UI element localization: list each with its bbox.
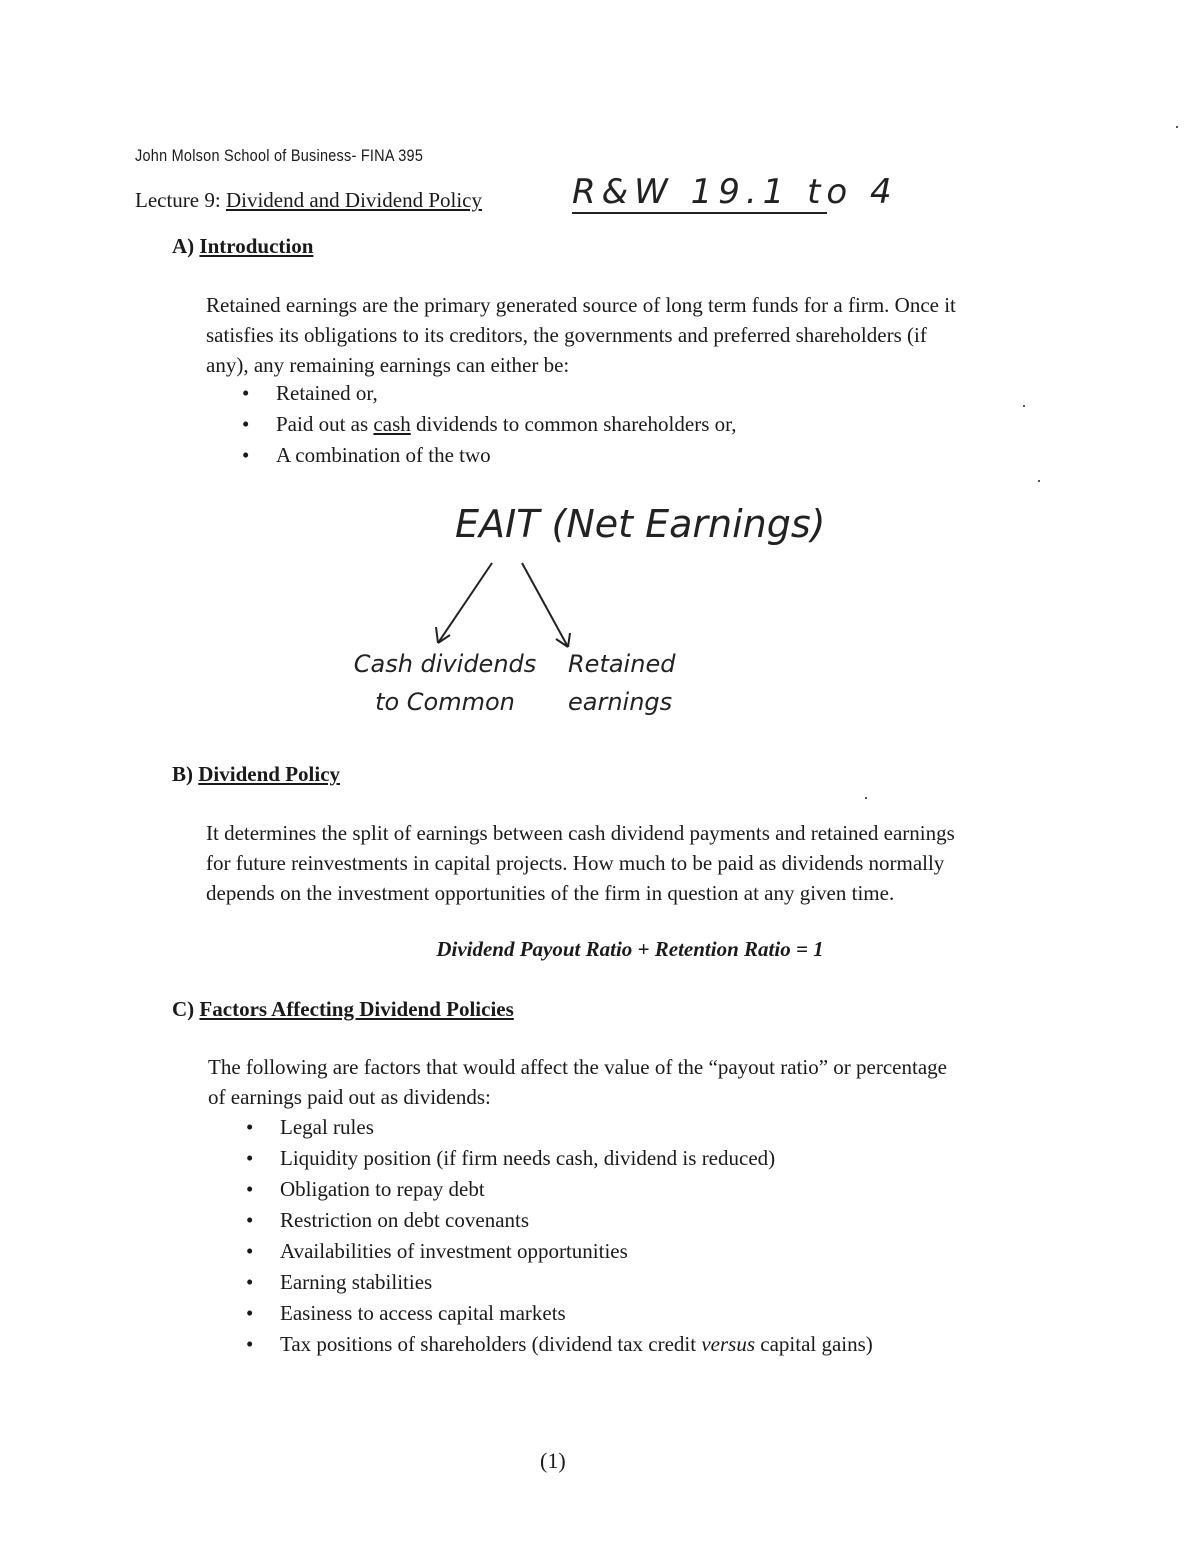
italic-versus: versus xyxy=(701,1332,756,1356)
section-a-line-1: Retained earnings are the primary generated source of long term funds for a firm. Once it xyxy=(206,293,956,317)
list-item: • Earning stabilities xyxy=(246,1267,873,1298)
section-a-bullet-list xyxy=(242,378,737,471)
section-b-heading xyxy=(172,762,340,787)
page-number: (1) xyxy=(540,1448,566,1473)
section-c-paragraph xyxy=(208,1052,1088,1112)
list-item: • Obligation to repay debt xyxy=(246,1174,873,1205)
bullet-text: capital gains) xyxy=(755,1332,873,1356)
lecture-prefix: Lecture 9: xyxy=(135,188,226,212)
section-c-heading xyxy=(172,997,514,1022)
scan-speck xyxy=(1023,405,1025,407)
section-c-title: Factors Affecting Dividend Policies xyxy=(199,997,514,1021)
arrow-left xyxy=(438,563,492,643)
diagram-left-line-1: Cash dividends xyxy=(353,650,537,678)
bullet-text: dividends to common shareholders or, xyxy=(410,412,737,436)
list-item xyxy=(242,409,737,440)
list-item: • Restriction on debt covenants xyxy=(246,1205,873,1236)
section-a-letter: A) xyxy=(172,234,195,258)
handwritten-reference: R&W 19.1 to 4 xyxy=(572,172,898,212)
section-a-paragraph xyxy=(206,290,1086,380)
diagram-right-label xyxy=(568,645,675,721)
section-c-line-1: The following are factors that would affect the value of the “payout ratio” or percentage xyxy=(208,1055,947,1079)
diagram-left-label xyxy=(340,645,550,721)
diagram-arrows xyxy=(420,555,600,655)
section-b-line-2: for future reinvestments in capital projects. How much to be paid as dividends normally xyxy=(206,851,945,875)
scan-speck xyxy=(865,797,867,799)
list-item: • Availabilities of investment opportunities xyxy=(246,1236,873,1267)
section-b-title: Dividend Policy xyxy=(198,762,341,786)
section-b-paragraph xyxy=(206,818,1086,908)
section-a-heading xyxy=(172,234,313,259)
scan-speck xyxy=(1038,480,1040,482)
lecture-title: Dividend and Dividend Policy xyxy=(225,188,483,212)
diagram-top-label: EAIT (Net Earnings) xyxy=(455,502,826,546)
payout-formula: Dividend Payout Ratio + Retention Ratio = 1 xyxy=(436,937,824,961)
section-b-letter: B) xyxy=(172,762,193,786)
arrow-right xyxy=(522,563,568,647)
section-b-line-1: It determines the split of earnings between cash dividend payments and retained earnings xyxy=(206,821,955,845)
lecture-title-line xyxy=(135,188,482,213)
underlined-cash: cash xyxy=(373,412,411,436)
scan-speck xyxy=(1176,126,1178,128)
list-item: • Easiness to access capital markets xyxy=(246,1298,873,1329)
bullet-text: Tax positions of shareholders (dividend tax credit xyxy=(280,1332,702,1356)
school-header: John Molson School of Business- FINA 395 xyxy=(135,146,424,165)
factors-list xyxy=(246,1112,873,1360)
list-item: • A combination of the two xyxy=(242,440,737,471)
section-c-line-2: of earnings paid out as dividends: xyxy=(208,1085,491,1109)
list-item: • Retained or, xyxy=(242,378,737,409)
diagram-right-line-2: earnings xyxy=(568,688,673,716)
section-a-title: Introduction xyxy=(199,234,314,258)
section-c-letter: C) xyxy=(172,997,195,1021)
handwritten-underline xyxy=(572,212,827,214)
list-item: • Legal rules xyxy=(246,1112,873,1143)
list-item: • Liquidity position (if firm needs cash, dividend is reduced) xyxy=(246,1143,873,1174)
section-a-line-2: satisfies its obligations to its creditors, the governments and preferred shareholders (if xyxy=(206,323,927,347)
bullet-text: Paid out as xyxy=(276,412,374,436)
diagram-left-line-2: to Common xyxy=(375,688,515,716)
section-a-line-3: any), any remaining earnings can either be: xyxy=(206,353,570,377)
diagram-right-line-1: Retained xyxy=(568,650,676,678)
list-item xyxy=(246,1329,873,1360)
section-b-line-3: depends on the investment opportunities of the firm in question at any given time. xyxy=(206,881,895,905)
